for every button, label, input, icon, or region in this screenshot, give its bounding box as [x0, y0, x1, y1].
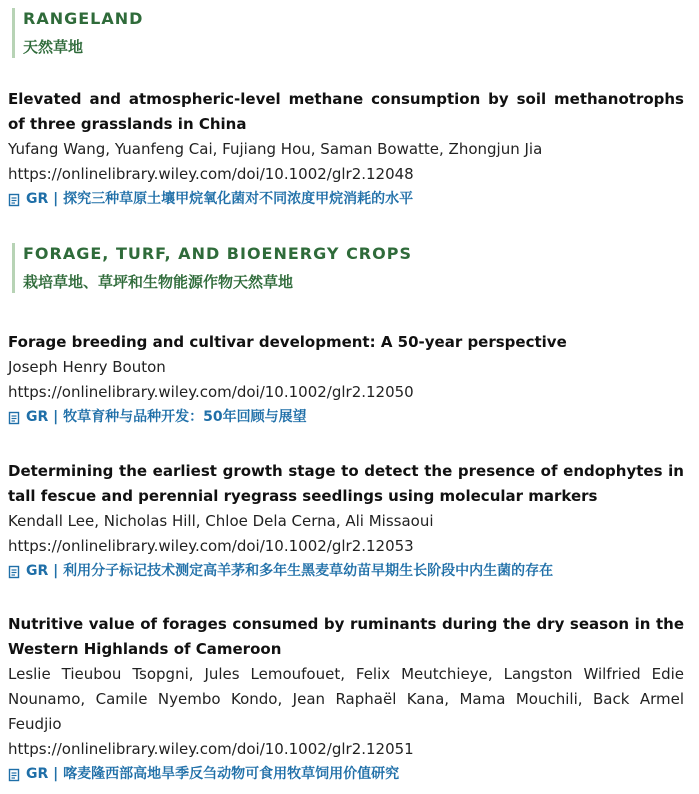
- document-icon: [8, 411, 21, 425]
- article-url[interactable]: https://onlinelibrary.wiley.com/doi/10.1002/glr2.12048: [8, 165, 414, 183]
- document-icon: [8, 768, 21, 782]
- article-url[interactable]: https://onlinelibrary.wiley.com/doi/10.1002/glr2.12053: [8, 537, 414, 555]
- article-title: Nutritive value of forages consumed by ruminants during the dry season in the Western Highlands of Cameroon: [8, 615, 684, 658]
- article-item: [8, 87, 684, 212]
- article-url[interactable]: https://onlinelibrary.wiley.com/doi/10.1002/glr2.12050: [8, 383, 414, 401]
- gr-article-link[interactable]: [8, 405, 684, 430]
- article-title: Elevated and atmospheric-level methane consumption by soil methanotrophs of three grasslands in China: [8, 90, 684, 133]
- section-title-en: FORAGE, TURF, AND BIOENERGY CROPS: [23, 244, 412, 263]
- article-url[interactable]: https://onlinelibrary.wiley.com/doi/10.1002/glr2.12051: [8, 740, 414, 758]
- article-title: Forage breeding and cultivar development: A 50-year perspective: [8, 333, 567, 351]
- section-title-zh: 栽培草地、草坪和生物能源作物天然草地: [23, 273, 294, 291]
- document-icon: [8, 565, 21, 579]
- section-title-en: RANGELAND: [23, 9, 144, 28]
- gr-link-text[interactable]: GR | 探究三种草原土壤甲烷氧化菌对不同浓度甲烷消耗的水平: [26, 191, 414, 207]
- gr-link-text[interactable]: GR | 喀麦隆西部高地旱季反刍动物可食用牧草饲用价值研究: [26, 766, 400, 782]
- gr-article-link[interactable]: [8, 187, 684, 212]
- gr-article-link[interactable]: [8, 559, 684, 584]
- article-authors: Yufang Wang, Yuanfeng Cai, Fujiang Hou, Saman Bowatte, Zhongjun Jia: [8, 140, 543, 158]
- article-authors: Joseph Henry Bouton: [8, 358, 166, 376]
- article-title: Determining the earliest growth stage to detect the presence of endophytes in tall fescue and perennial ryegrass seedlings using molecular markers: [8, 462, 684, 505]
- article-item: [8, 612, 684, 787]
- article-authors: Leslie Tieubou Tsopgni, Jules Lemoufouet, Felix Meutchieye, Langston Wilfried Edie Nounamo, Camile Nyembo Kondo, Jean Raphaël Kana, Mama Mouchili, Back Armel Feudjio: [8, 665, 684, 733]
- article-item: [8, 459, 684, 584]
- section-header-forage: [12, 243, 412, 293]
- document-icon: [8, 193, 21, 207]
- gr-link-text[interactable]: GR | 利用分子标记技术测定高羊茅和多年生黑麦草幼苗早期生长阶段中内生菌的存在: [26, 563, 554, 579]
- section-header-rangeland: [12, 8, 143, 58]
- article-item: [8, 330, 684, 430]
- gr-link-text[interactable]: GR | 牧草育种与品种开发：50年回顾与展望: [26, 409, 307, 425]
- gr-article-link[interactable]: [8, 762, 684, 787]
- section-title-zh: 天然草地: [23, 38, 84, 56]
- article-authors: Kendall Lee, Nicholas Hill, Chloe Dela Cerna, Ali Missaoui: [8, 512, 434, 530]
